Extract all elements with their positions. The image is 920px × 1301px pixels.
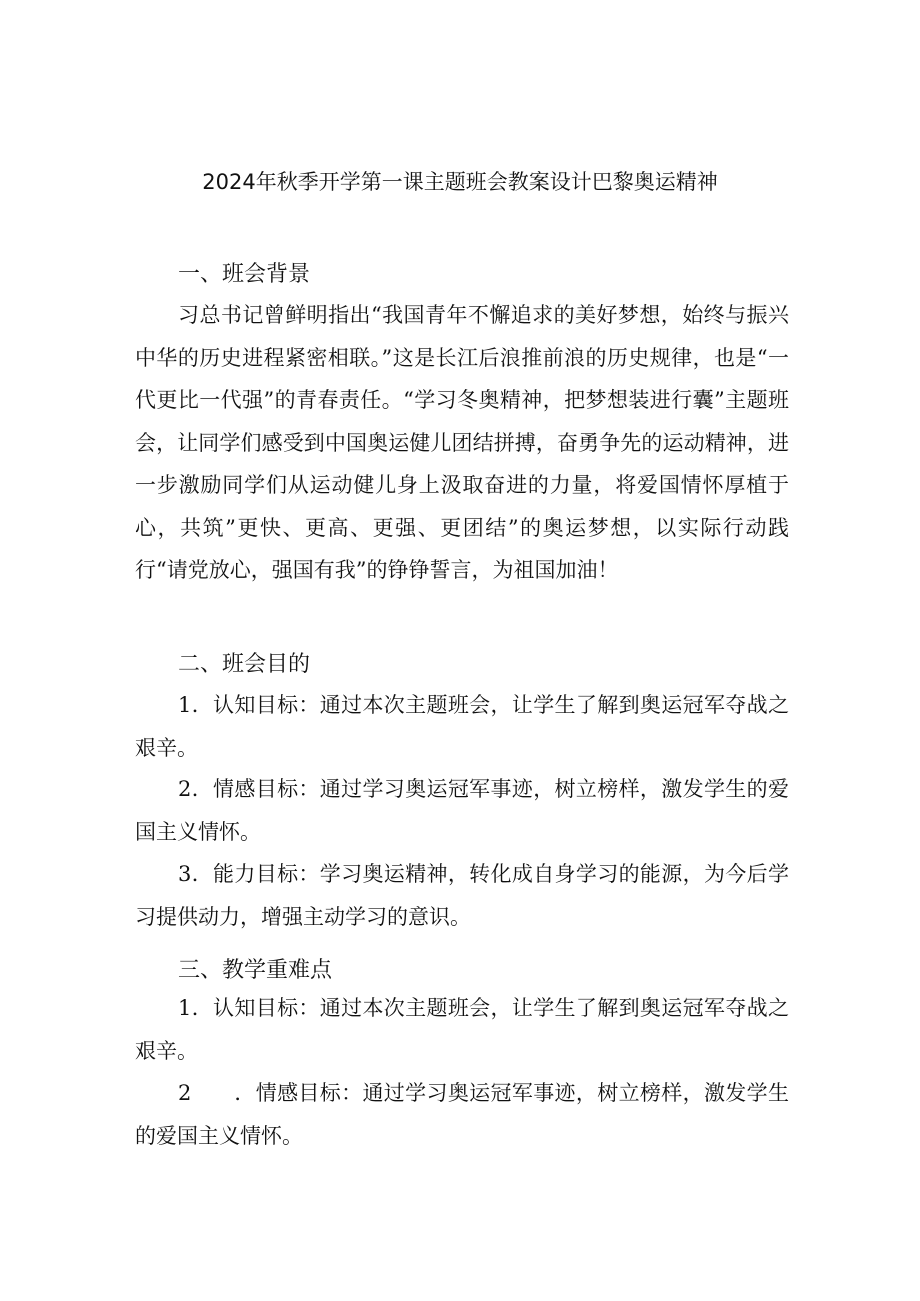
paragraph-key-points-1: 1．认知目标：通过本次主题班会，让学生了解到奥运冠军夺战之艰辛。 [135, 996, 789, 1063]
paragraph-purpose-1: 1．认知目标：通过本次主题班会，让学生了解到奥运冠军夺战之艰辛。 [135, 693, 789, 760]
section-heading-key-points: 三、教学重难点 [178, 958, 333, 983]
paragraph-key-points-2: 2 ．情感目标：通过学习奥运冠军事迹，树立榜样，激发学生的爱国主义情怀。 [135, 1081, 789, 1148]
paragraph-background: 习总书记曾鲜明指出“我国青年不懈追求的美好梦想，始终与振兴中华的历史进程紧密相联。”这是长江后浪推前浪的历史规律，也是“一代更比一代强”的青春责任。“学习冬奥精神，把梦想装进行囊”主题班会，让同学们感受到中国奥运健儿团结拼搏，奋勇争先的运动精神，进一步激励同学们从运动健儿身上汲取奋进的力量，将爱国情怀厚植于心，共筑”更快、更高、更强、更团结”的奥运梦想，以实际行动践行“请党放心，强国有我”的铮铮誓言，为祖国加油！ [135, 303, 789, 582]
paragraph-purpose-2: 2．情感目标：通过学习奥运冠军事迹，树立榜样，激发学生的爱国主义情怀。 [135, 777, 789, 844]
paragraph-purpose-3: 3．能力目标：学习奥运精神，转化成自身学习的能源，为今后学习提供动力，增强主动学习的意识。 [135, 862, 789, 929]
document-title: 2024年秋季开学第一课主题班会教案设计巴黎奥运精神 [202, 170, 718, 194]
section-heading-background: 一、班会背景 [178, 262, 311, 287]
section-heading-purpose: 二、班会目的 [178, 652, 311, 677]
